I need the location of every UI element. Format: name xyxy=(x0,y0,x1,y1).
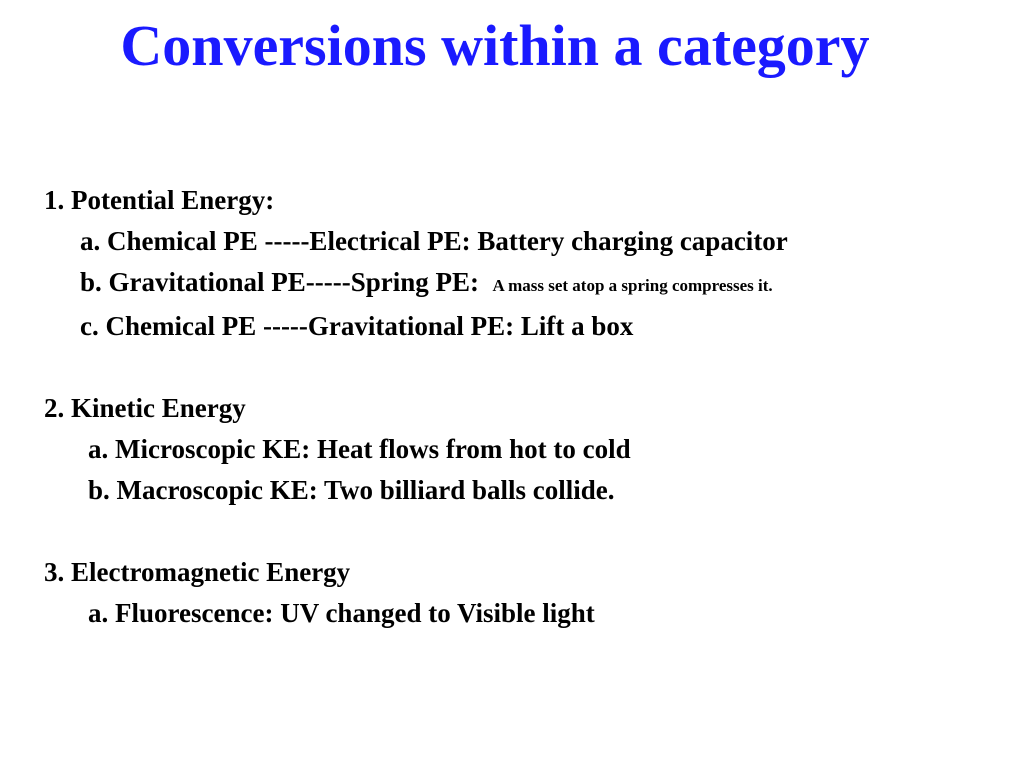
slide-body xyxy=(44,180,1004,634)
list-item-fluorescence: a. Fluorescence: UV changed to Visible light xyxy=(88,598,595,628)
list-item-macroscopic-ke: b. Macroscopic KE: Two billiard balls collide. xyxy=(88,475,615,505)
list-item-microscopic-ke: a. Microscopic KE: Heat flows from hot to cold xyxy=(88,434,631,464)
list-item-gravitational-spring-note: A mass set atop a spring compresses it. xyxy=(492,276,773,295)
section-spacer xyxy=(44,347,1004,388)
section-heading-electromagnetic-energy: 3. Electromagnetic Energy xyxy=(44,557,351,587)
list-item-gravitational-spring xyxy=(44,262,1004,306)
section-heading-kinetic-energy: 2. Kinetic Energy xyxy=(44,393,246,423)
list-item-gravitational-spring-label: b. Gravitational PE-----Spring PE: xyxy=(80,267,493,297)
list-item-chemical-gravitational: c. Chemical PE -----Gravitational PE: Lift a box xyxy=(80,311,634,341)
slide-title: Conversions within a category xyxy=(120,13,870,78)
section-heading-potential-energy: 1. Potential Energy: xyxy=(44,185,275,215)
list-item-chemical-electrical: a. Chemical PE -----Electrical PE: Battery charging capacitor xyxy=(80,226,788,256)
section-spacer xyxy=(44,511,1004,552)
